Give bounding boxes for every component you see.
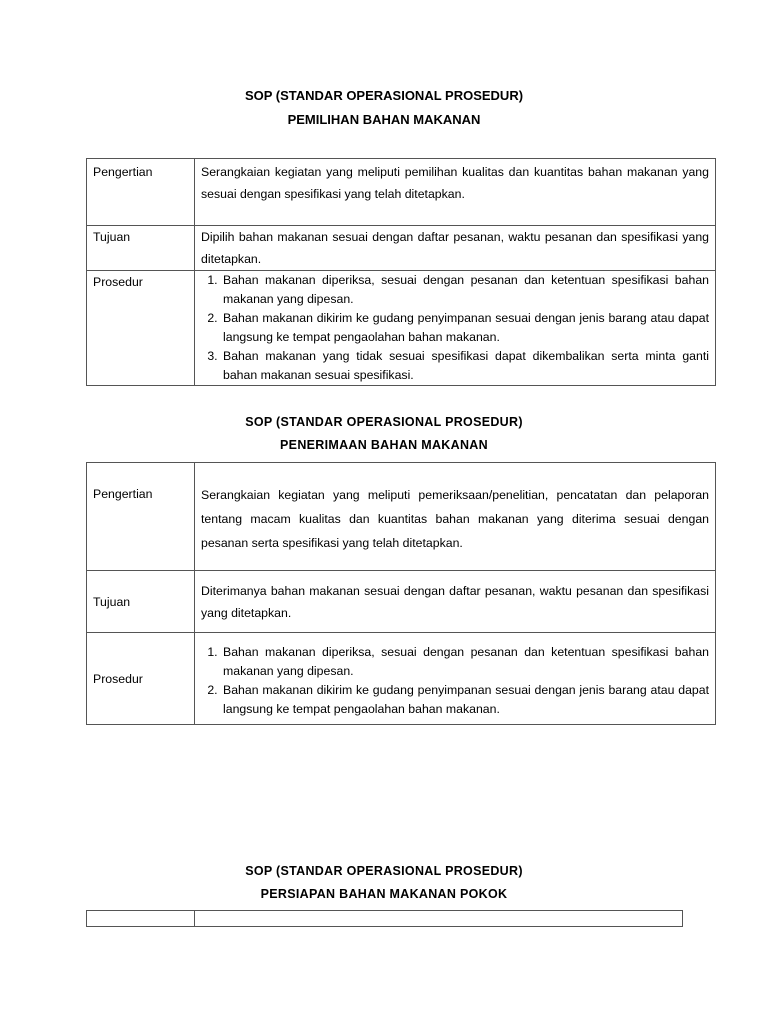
empty-cell [87,911,195,927]
row-text-tujuan: Diterimanya bahan makanan sesuai dengan daftar pesanan, waktu pesanan dan spesifikasi yang ditetapkan. [195,571,716,633]
section3-subtitle: PERSIAPAN BAHAN MAKANAN POKOK [260,887,508,901]
list-item: 1. Bahan makanan diperiksa, sesuai dengan pesanan dan ketentuan spesifikasi bahan makanan yang dipesan. [221,271,709,309]
section3-title: SOP (STANDAR OPERASIONAL PROSEDUR) [245,864,523,878]
table-row [87,271,716,386]
row-label-tujuan: Tujuan [87,571,195,633]
table-row [87,911,683,927]
row-steps-prosedur [195,271,716,386]
section2-table [86,462,716,725]
table-row [87,571,716,633]
row-label-pengertian: Pengertian [87,159,195,226]
list-item: 2. Bahan makanan dikirim ke gudang penyimpanan sesuai dengan jenis barang atau dapat langsung ke tempat pengaolahan bahan makanan. [221,681,709,719]
list-item: 2. Bahan makanan dikirim ke gudang penyimpanan sesuai dengan jenis barang atau dapat langsung ke tempat pengaolahan bahan makanan. [221,309,709,347]
table-row [87,226,716,271]
table-row [87,463,716,571]
empty-cell [195,911,683,927]
row-text-pengertian: Serangkaian kegiatan yang meliputi pemeriksaan/penelitian, pencatatan dan pelaporan tentang macam kualitas dan kuantitas bahan makanan yang diterima sesuai dengan pesanan serta spesifikasi yang telah ditetapkan. [195,463,716,571]
section1-subtitle: PEMILIHAN BAHAN MAKANAN [287,112,481,127]
row-label-prosedur: Prosedur [87,271,195,386]
table-row [87,159,716,226]
row-text-tujuan: Dipilih bahan makanan sesuai dengan daftar pesanan, waktu pesanan dan spesifikasi yang ditetapkan. [195,226,716,271]
row-label-pengertian: Pengertian [87,463,195,571]
table-row [87,633,716,725]
section2-title: SOP (STANDAR OPERASIONAL PROSEDUR) [245,415,523,429]
list-item: 3. Bahan makanan yang tidak sesuai spesifikasi dapat dikembalikan serta minta ganti bahan makanan sesuai spesifikasi. [221,347,709,385]
row-label-prosedur: Prosedur [87,633,195,725]
list-item: 1. Bahan makanan diperiksa, sesuai dengan pesanan dan ketentuan spesifikasi bahan makanan yang dipesan. [221,643,709,681]
row-text-pengertian: Serangkaian kegiatan yang meliputi pemilihan kualitas dan kuantitas bahan makanan yang sesuai dengan spesifikasi yang telah ditetapkan. [195,159,716,226]
section3-table [86,910,683,927]
section1-title: SOP (STANDAR OPERASIONAL PROSEDUR) [244,88,524,103]
section2-subtitle: PENERIMAAN BAHAN MAKANAN [280,438,488,452]
row-steps-prosedur [195,633,716,725]
section1-table [86,158,716,386]
row-label-tujuan: Tujuan [87,226,195,271]
